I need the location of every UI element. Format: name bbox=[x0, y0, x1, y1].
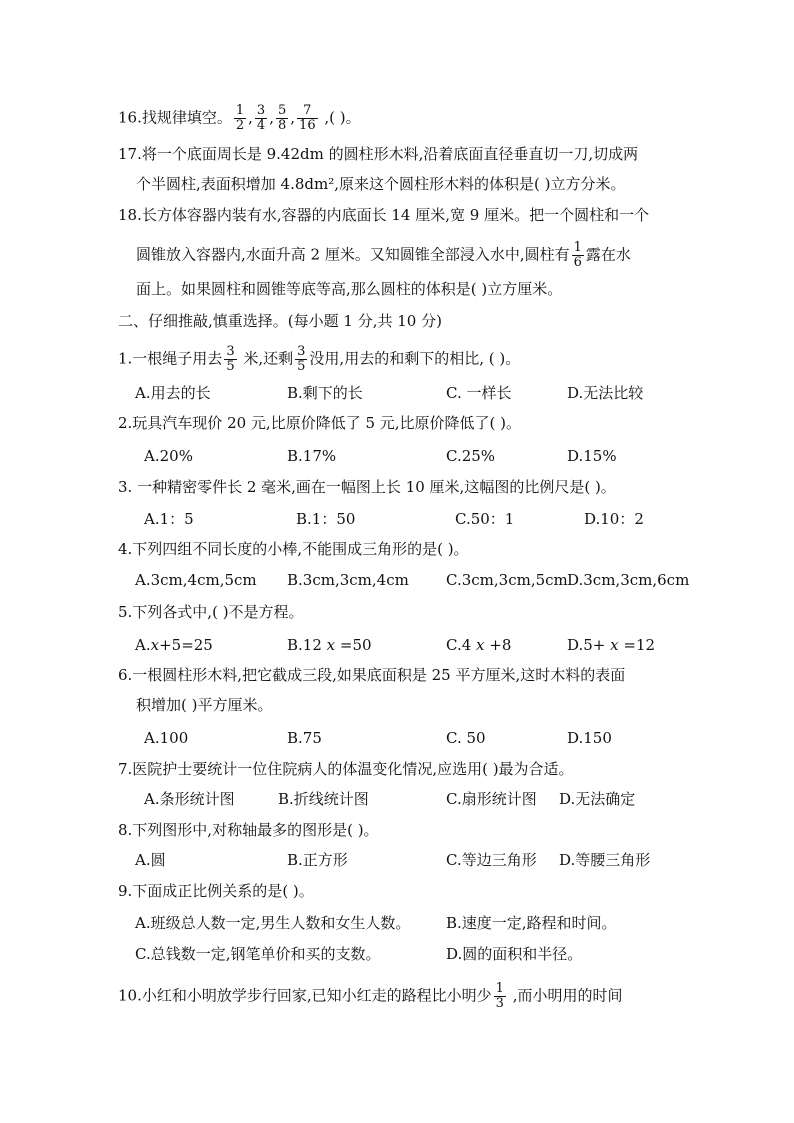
q1-option-a[interactable]: A.用去的长 bbox=[135, 384, 211, 402]
q6-option-c[interactable]: C. 50 bbox=[446, 729, 486, 747]
q7-option-d[interactable]: D.无法确定 bbox=[559, 790, 636, 808]
fraction: $\frac{1}{6}$ bbox=[573, 240, 582, 270]
section-heading: 二、仔细推敲,慎重选择。(每小题 1 分,共 10 分) bbox=[118, 312, 442, 330]
question-4: 4.下列四组不同长度的小棒,不能围成三角形的是( )。 bbox=[118, 540, 469, 558]
q1-option-c[interactable]: C. 一样长 bbox=[446, 384, 512, 402]
q8-option-d[interactable]: D.等腰三角形 bbox=[559, 851, 651, 869]
q2-option-a[interactable]: A.20% bbox=[144, 447, 193, 465]
question-9: 9.下面成正比例关系的是( )。 bbox=[118, 882, 314, 900]
q8-option-b[interactable]: B.正方形 bbox=[287, 851, 348, 869]
question-8: 8.下列图形中,对称轴最多的图形是( )。 bbox=[118, 821, 379, 839]
fraction: $\frac{3}{5}$ bbox=[297, 344, 306, 374]
q5-option-c[interactable]: C.4 x +8 bbox=[446, 636, 512, 654]
fraction: $\frac{3}{4}$ bbox=[256, 103, 266, 133]
q5-option-a[interactable]: A.x+5=25 bbox=[135, 636, 213, 654]
fraction: $\frac{3}{5}$ bbox=[226, 344, 235, 374]
question-7: 7.医院护士要统计一位住院病人的体温变化情况,应选用( )最为合适。 bbox=[118, 760, 574, 778]
q3-option-c[interactable]: C.50：1 bbox=[455, 510, 515, 528]
q4-option-b[interactable]: B.3cm,3cm,4cm bbox=[287, 571, 409, 589]
question-18-line-1: 18.长方体容器内装有水,容器的内底面长 14 厘米,宽 9 厘米。把一个圆柱和一个 bbox=[118, 206, 650, 224]
question-17-line-1: 17.将一个底面周长是 9.42dm 的圆柱形木料,沿着底面直径垂直切一刀,切成两 bbox=[118, 145, 639, 163]
question-1: 1.一根绳子用去 $\frac{3}{5}$ 米,还剩 $\frac{3}{5}$ 没用,用去的和剩下的相比, ( )。 bbox=[118, 344, 521, 374]
q7-option-a[interactable]: A.条形统计图 bbox=[144, 790, 235, 808]
question-16: 16.找规律填空。 $\frac{1}{2}$ , $\frac{3}{4}$ , $\frac{5}{8}$ , $\frac{7}{16}$ ,( )。 bbox=[118, 103, 361, 133]
q3-option-d[interactable]: D.10：2 bbox=[584, 510, 644, 528]
q1-option-d[interactable]: D.无法比较 bbox=[567, 384, 644, 402]
q6-option-d[interactable]: D.150 bbox=[567, 729, 612, 747]
q9-option-c[interactable]: C.总钱数一定,钢笔单价和买的支数。 bbox=[135, 945, 381, 963]
q7-option-b[interactable]: B.折线统计图 bbox=[278, 790, 369, 808]
question-18-line-3: 面上。如果圆柱和圆锥等底等高,那么圆柱的体积是( )立方厘米。 bbox=[136, 280, 563, 298]
fraction: $\frac{7}{16}$ bbox=[299, 103, 316, 133]
question-6-line-2: 积增加( )平方厘米。 bbox=[136, 696, 273, 714]
q2-option-d[interactable]: D.15% bbox=[567, 447, 617, 465]
question-17-line-2: 个半圆柱,表面积增加 4.8dm²,原来这个圆柱形木料的体积是( )立方分米。 bbox=[136, 175, 626, 193]
q4-option-c[interactable]: C.3cm,3cm,5cm bbox=[446, 571, 568, 589]
question-6-line-1: 6.一根圆柱形木料,把它截成三段,如果底面积是 25 平方厘米,这时木料的表面 bbox=[118, 666, 626, 684]
q6-option-a[interactable]: A.100 bbox=[144, 729, 189, 747]
q1-option-b[interactable]: B.剩下的长 bbox=[287, 384, 363, 402]
q16-prefix: 16.找规律填空。 bbox=[118, 108, 232, 127]
q9-option-b[interactable]: B.速度一定,路程和时间。 bbox=[446, 914, 617, 932]
q16-suffix: ,( )。 bbox=[319, 108, 361, 127]
question-3: 3. 一种精密零件长 2 毫米,画在一幅图上长 10 厘米,这幅图的比例尺是( )。 bbox=[118, 478, 616, 496]
q3-option-a[interactable]: A.1：5 bbox=[144, 510, 194, 528]
q2-option-c[interactable]: C.25% bbox=[446, 447, 496, 465]
q5-option-d[interactable]: D.5+ x =12 bbox=[567, 636, 656, 654]
fraction: $\frac{1}{2}$ bbox=[235, 103, 245, 133]
q7-option-c[interactable]: C.扇形统计图 bbox=[446, 790, 537, 808]
fraction: $\frac{1}{3}$ bbox=[495, 981, 504, 1011]
q2-option-b[interactable]: B.17% bbox=[287, 447, 337, 465]
q3-option-b[interactable]: B.1：50 bbox=[296, 510, 356, 528]
question-18-line-2: 圆锥放入容器内,水面升高 2 厘米。又知圆锥全部浸入水中,圆柱有 $\frac{1}{6}$ 露在水 bbox=[136, 240, 631, 270]
q9-option-a[interactable]: A.班级总人数一定,男生人数和女生人数。 bbox=[135, 914, 411, 932]
q8-option-c[interactable]: C.等边三角形 bbox=[446, 851, 537, 869]
question-2: 2.玩具汽车现价 20 元,比原价降低了 5 元,比原价降低了( )。 bbox=[118, 414, 522, 432]
q4-option-a[interactable]: A.3cm,4cm,5cm bbox=[135, 571, 257, 589]
q6-option-b[interactable]: B.75 bbox=[287, 729, 322, 747]
q9-option-d[interactable]: D.圆的面积和半径。 bbox=[446, 945, 583, 963]
fraction: $\frac{5}{8}$ bbox=[277, 103, 287, 133]
q5-option-b[interactable]: B.12 x =50 bbox=[287, 636, 372, 654]
q4-option-d[interactable]: D.3cm,3cm,6cm bbox=[567, 571, 690, 589]
question-5: 5.下列各式中,( )不是方程。 bbox=[118, 603, 304, 621]
q8-option-a[interactable]: A.圆 bbox=[135, 851, 166, 869]
question-10: 10.小红和小明放学步行回家,已知小红走的路程比小明少 $\frac{1}{3}$ ,而小明用的时间 bbox=[118, 981, 623, 1011]
